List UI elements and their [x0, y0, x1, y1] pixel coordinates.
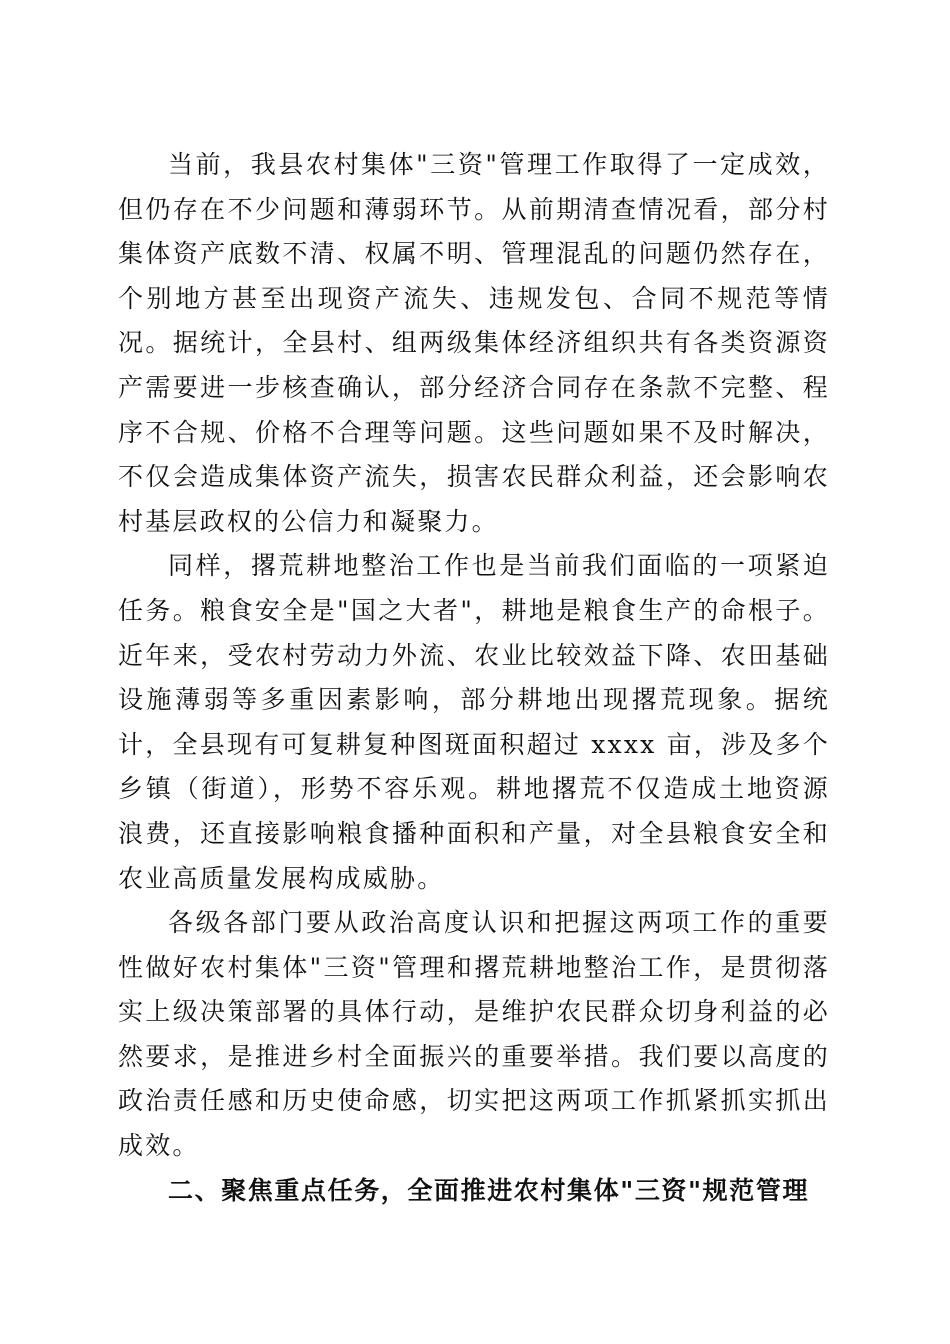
paragraph-assets-management: 当前，我县农村集体"三资"管理工作取得了一定成效，但仍存在不少问题和薄弱环节。从前期清查情况看，部分村集体资产底数不清、权属不明、管理混乱的问题仍然存在，个别地方甚至出现资产流失、违规发包、合同不规范等情况。据统计，全县村、组两级集体经济组织共有各类资源资产需要进一步核查确认，部分经济合同存在条款不完整、程序不合规、价格不合理等问题。这些问题如果不及时解决，不仅会造成集体资产流失，损害农民群众利益，还会影响农村基层政权的公信力和凝聚力。 [118, 150, 830, 536]
paragraph-political-importance: 各级各部门要从政治高度认识和把握这两项工作的重要性做好农村集体"三资"管理和撂荒耕地整治工作，是贯彻落实上级决策部署的具体行动，是维护农民群众切身利益的必然要求，是推进乡村全面振兴的重要举措。我们要以高度的政治责任感和历史使命感，切实把这两项工作抓紧抓实抓出成效。 [118, 908, 830, 1161]
document-body [118, 143, 830, 1213]
paragraph-abandoned-farmland: 同样，撂荒耕地整治工作也是当前我们面临的一项紧迫任务。粮食安全是"国之大者"，耕地是粮食生产的命根子。近年来，受农村劳动力外流、农业比较效益下降、农田基础设施薄弱等多重因素影响，部分耕地出现撂荒现象。据统计，全县现有可复耕复种图斑面积超过 xxxx 亩，涉及多个乡镇（街道），形势不容乐观。耕地撂荒不仅造成土地资源浪费，还直接影响粮食播种面积和产量，对全县粮食安全和农业高质量发展构成威胁。 [118, 551, 830, 893]
section-heading: 二、聚焦重点任务，全面推进农村集体"三资"规范管理 [168, 1175, 810, 1205]
